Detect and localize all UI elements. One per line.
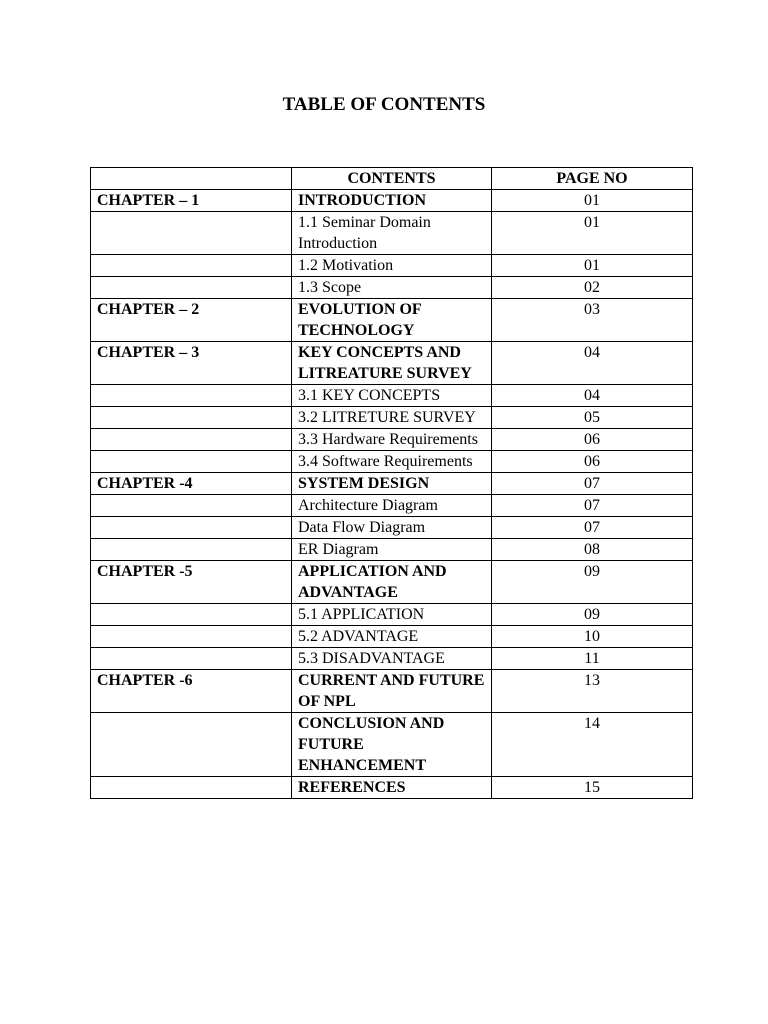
table-row [91,713,693,777]
contents-cell: CONCLUSION AND FUTURE ENHANCEMENT [292,713,492,777]
chapter-cell [91,648,292,670]
contents-cell: 5.2 ADVANTAGE [292,626,492,648]
contents-cell: KEY CONCEPTS AND LITREATURE SURVEY [292,342,492,385]
table-row [91,255,693,277]
chapter-cell: CHAPTER – 3 [91,342,292,385]
contents-cell: 1.1 Seminar Domain Introduction [292,212,492,255]
table-row [91,451,693,473]
page-number-cell: 04 [492,385,693,407]
contents-cell: 3.1 KEY CONCEPTS [292,385,492,407]
table-row [91,473,693,495]
contents-cell: 5.1 APPLICATION [292,604,492,626]
page-number-cell: 14 [492,713,693,777]
page-number-cell: 01 [492,190,693,212]
chapter-cell [91,777,292,799]
table-row [91,561,693,604]
page-number-cell: 15 [492,777,693,799]
table-row [91,517,693,539]
page-title: TABLE OF CONTENTS [282,94,486,115]
table-row [91,190,693,212]
contents-cell: 1.3 Scope [292,277,492,299]
table-row [91,777,693,799]
page-number-cell: 09 [492,561,693,604]
chapter-cell: CHAPTER -6 [91,670,292,713]
contents-cell: ER Diagram [292,539,492,561]
chapter-cell [91,539,292,561]
page-number-cell: 04 [492,342,693,385]
page-number-cell: 08 [492,539,693,561]
header-contents: CONTENTS [292,168,492,190]
contents-cell: Architecture Diagram [292,495,492,517]
contents-cell: EVOLUTION OF TECHNOLOGY [292,299,492,342]
contents-cell: 5.3 DISADVANTAGE [292,648,492,670]
table-row [91,495,693,517]
page-number-cell: 07 [492,473,693,495]
contents-cell: 3.4 Software Requirements [292,451,492,473]
chapter-cell [91,713,292,777]
chapter-cell [91,451,292,473]
table-row [91,407,693,429]
page-number-cell: 10 [492,626,693,648]
chapter-cell [91,626,292,648]
page-number-cell: 07 [492,517,693,539]
table-row [91,299,693,342]
header-chapter [91,168,292,190]
contents-cell: REFERENCES [292,777,492,799]
contents-cell: 3.3 Hardware Requirements [292,429,492,451]
page-number-cell: 02 [492,277,693,299]
chapter-cell [91,385,292,407]
toc-body [91,190,693,799]
contents-cell: APPLICATION AND ADVANTAGE [292,561,492,604]
chapter-cell: CHAPTER – 2 [91,299,292,342]
chapter-cell: CHAPTER – 1 [91,190,292,212]
page-number-cell: 09 [492,604,693,626]
contents-cell: INTRODUCTION [292,190,492,212]
table-row [91,626,693,648]
contents-cell: 3.2 LITRETURE SURVEY [292,407,492,429]
table-row [91,604,693,626]
page-number-cell: 01 [492,212,693,255]
table-row [91,429,693,451]
table-row [91,277,693,299]
chapter-cell: CHAPTER -5 [91,561,292,604]
toc-header-row [91,168,693,190]
contents-cell: Data Flow Diagram [292,517,492,539]
contents-cell: CURRENT AND FUTURE OF NPL [292,670,492,713]
page-number-cell: 06 [492,429,693,451]
page-number-cell: 06 [492,451,693,473]
chapter-cell [91,212,292,255]
page-number-cell: 13 [492,670,693,713]
table-row [91,212,693,255]
chapter-cell [91,407,292,429]
page-number-cell: 05 [492,407,693,429]
page-number-cell: 01 [492,255,693,277]
table-row [91,342,693,385]
table-row [91,670,693,713]
chapter-cell [91,495,292,517]
toc-table [90,167,693,799]
chapter-cell [91,517,292,539]
page-number-cell: 03 [492,299,693,342]
table-row [91,385,693,407]
page-number-cell: 11 [492,648,693,670]
chapter-cell [91,429,292,451]
chapter-cell: CHAPTER -4 [91,473,292,495]
header-page-no: PAGE NO [492,168,693,190]
chapter-cell [91,255,292,277]
chapter-cell [91,604,292,626]
table-row [91,539,693,561]
contents-cell: SYSTEM DESIGN [292,473,492,495]
chapter-cell [91,277,292,299]
contents-cell: 1.2 Motivation [292,255,492,277]
page-number-cell: 07 [492,495,693,517]
table-row [91,648,693,670]
